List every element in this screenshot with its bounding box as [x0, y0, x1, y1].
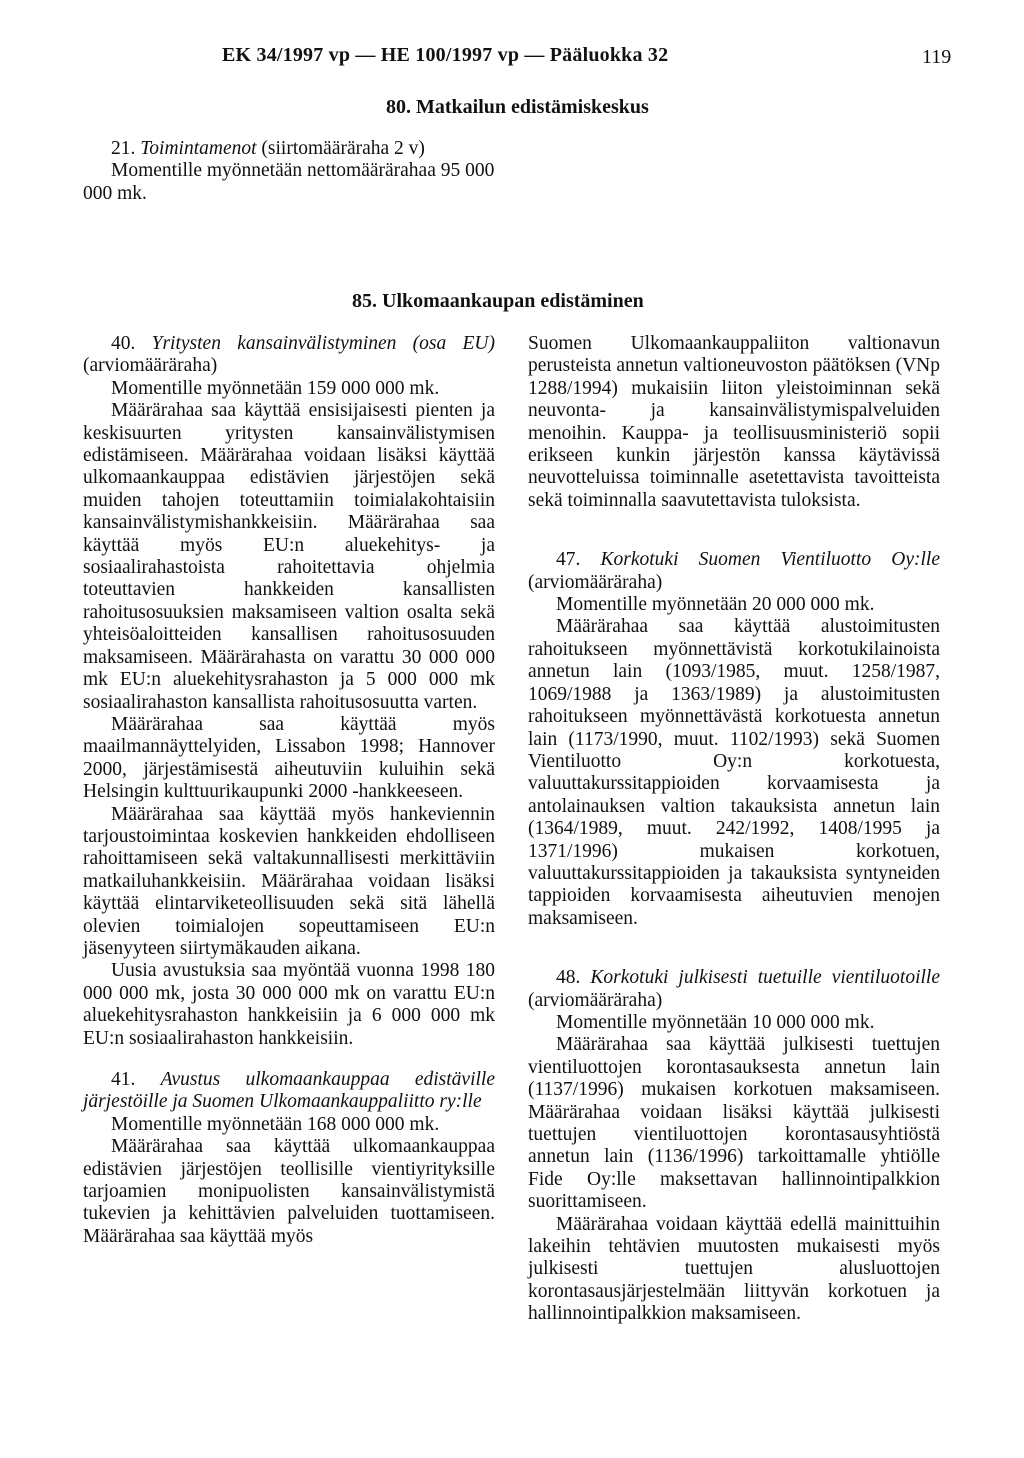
item-21-type: (siirtomääräraha 2 v) [256, 138, 425, 159]
item-48-paragraph-2: Määrärahaa voidaan käyttää edellä mainittuihin lakeihin tehtävien muutosten mukaisesti myös julkisesti tuettujen alusluottojen korontasausjärjestelmään liittyvän korkotuen ja hallinnointipalkkion maksamiseen. [528, 1213, 940, 1325]
item-41-title: Avustus ulkomaankauppaa edistäville järjestöille ja Suomen Ulkomaankauppaliitto ry:lle [83, 1069, 495, 1113]
item-40-title: Yritysten kansainvälistyminen (osa EU) [151, 333, 495, 354]
item-40-paragraph-2: Määrärahaa saa käyttää myös maailmannäyttelyiden, Lissabon 1998; Hannover 2000, järjestämisestä aiheutuviin kuluihin sekä Helsingin kulttuurikaupunki 2000 -hankkeeseen. [83, 713, 495, 803]
item-41-continuation: Suomen Ulkomaankauppaliiton valtionavun perusteista annetun valtioneuvoston päätöksen (VNp 1288/1994) mukaisiin liiton yleistoiminnan sekä neuvonta- ja kansainvälistymispalveluiden menoihin. Kauppa- ja teollisuusministeriö sopii erikseen kunkin järjestön kanssa käytävissä neuvotteluissa toiminnalle asetettavista tavoitteista sekä toiminnalla saavutettavista tuloksista. [528, 333, 940, 511]
right-column [528, 333, 940, 1326]
item-41-allocation: Momentille myönnetään 168 000 000 mk. [111, 1113, 440, 1135]
item-48-title: Korkotuki julkisesti tuetuille vientiluotoille [590, 967, 940, 989]
running-title: EK 34/1997 vp — HE 100/1997 vp — Pääluokka 32 [222, 44, 669, 66]
item-40-type: (arviomääräraha) [83, 355, 218, 377]
item-47-number: 47. [556, 549, 601, 571]
item-40-allocation: Momentille myönnetään 159 000 000 mk. [111, 377, 440, 399]
page-header [0, 44, 1024, 74]
item-21-title: Toimintamenot [140, 138, 257, 159]
item-47-allocation: Momentille myönnetään 20 000 000 mk. [556, 594, 875, 616]
item-48-type: (arviomääräraha) [528, 989, 663, 1011]
item-47-title: Korkotuki Suomen Vientiluotto Oy:lle [600, 549, 941, 571]
item-40-number: 40. [111, 333, 152, 354]
section-85-title: 85. Ulkomaankaupan edistäminen [352, 290, 644, 312]
item-48-number: 48. [556, 967, 591, 989]
item-40-paragraph-4: Uusia avustuksia saa myöntää vuonna 1998 180 000 000 mk, josta 30 000 000 mk on varattu EU:n aluekehitysrahaston hankkeisiin ja 6 000 000 mk EU:n sosiaalirahaston hankkeisiin. [83, 960, 495, 1049]
item-21-number: 21. [111, 138, 141, 159]
item-41-number: 41. [111, 1069, 161, 1090]
item-21-text: Momentille myönnetään nettomäärärahaa 95 000 000 mk. [83, 160, 495, 204]
item-40-paragraph-1: Määrärahaa saa käyttää ensisijaisesti pienten ja keskisuurten yritysten kansainvälistymisen edistämiseen. Määrärahaa voidaan lisäksi käyttää ulkomaankauppaa edistävien järjestöjen sekä muiden tahojen toteuttamiin toimialakohtaisiin kansainvälistymishankkeisiin. Määrärahaa saa käyttää myös EU:n aluekehitys- ja sosiaalirahastoista rahoitettavia ohjelmia toteuttavien hankkeiden kansallisten rahoitusosuuksien maksamiseen valtion osalta sekä yhteisöaloitteiden kansallisen rahoitusosuuden maksamiseen. Määrärahasta on varattu 30 000 000 mk EU:n aluekehitysrahaston ja 5 000 000 mk sosiaalirahaston kansallista rahoitusosuutta varten. [83, 400, 495, 713]
left-column [83, 333, 495, 1248]
item-40-paragraph-3: Määrärahaa saa käyttää myös hankeviennin tarjoustoimintaa koskevien hankkeiden ehdolliseen rahoittamiseen sekä valtakunnallisesti merkittäviin matkailuhankkeisiin. Määrärahaa voidaan lisäksi käyttää elintarviketeollisuuden sekä sitä lähellä olevien toimialojen sopeuttamiseen EU:n jäsenyyteen siirtymäkauden aikana. [83, 803, 495, 959]
item-48-allocation: Momentille myönnetään 10 000 000 mk. [556, 1011, 875, 1033]
section-80-title: 80. Matkailun edistämiskeskus [386, 96, 649, 118]
item-41-paragraph-1: Määrärahaa saa käyttää ulkomaankauppaa edistävien järjestöjen teollisille vientiyrityksille tarjoamien monipuolisten kansainvälistymistä tukevien ja kehittävien palveluiden tuottamiseen. Määrärahaa saa käyttää myös [83, 1136, 495, 1247]
page-number: 119 [922, 46, 952, 68]
item-47-paragraph-1: Määrärahaa saa käyttää alustoimitusten rahoitukseen myönnettävistä korkotukilainoista annetun lain (1093/1985, muut. 1258/1987, 1069/1988 ja 1363/1989) ja alustoimitusten rahoitukseen myönnettävästä korkotuesta annetun lain (1173/1990, muut. 1102/1993) sekä Suomen Vientiluotto Oy:n korkotuesta, valuuttakurssitappioiden korvaamisesta ja antolainauksen valtion takauksista annetun lain (1364/1989, muut. 242/1992, 1408/1995 ja 1371/1996) mukaisen korkotuen, valuuttakurssitappioiden ja takauksista syntyneiden tappioiden korvaamisesta aiheutuvien menojen maksamiseen. [528, 616, 940, 929]
item-48-paragraph-1: Määrärahaa saa käyttää julkisesti tuettujen vientiluottojen korontasauksesta annetun lain (1137/1996) mukaisen korkotuen maksamiseen. Määrärahaa voidaan lisäksi käyttää julkisesti tuettujen vientiluottojen korontasausyhtiöstä annetun lain (1136/1996) tarkoittamalle yhtiölle Fide Oy:lle maksettavan hallinnointipalkkion suorittamiseen. [528, 1034, 940, 1213]
item-21 [83, 138, 495, 205]
item-47-type: (arviomääräraha) [528, 571, 663, 593]
